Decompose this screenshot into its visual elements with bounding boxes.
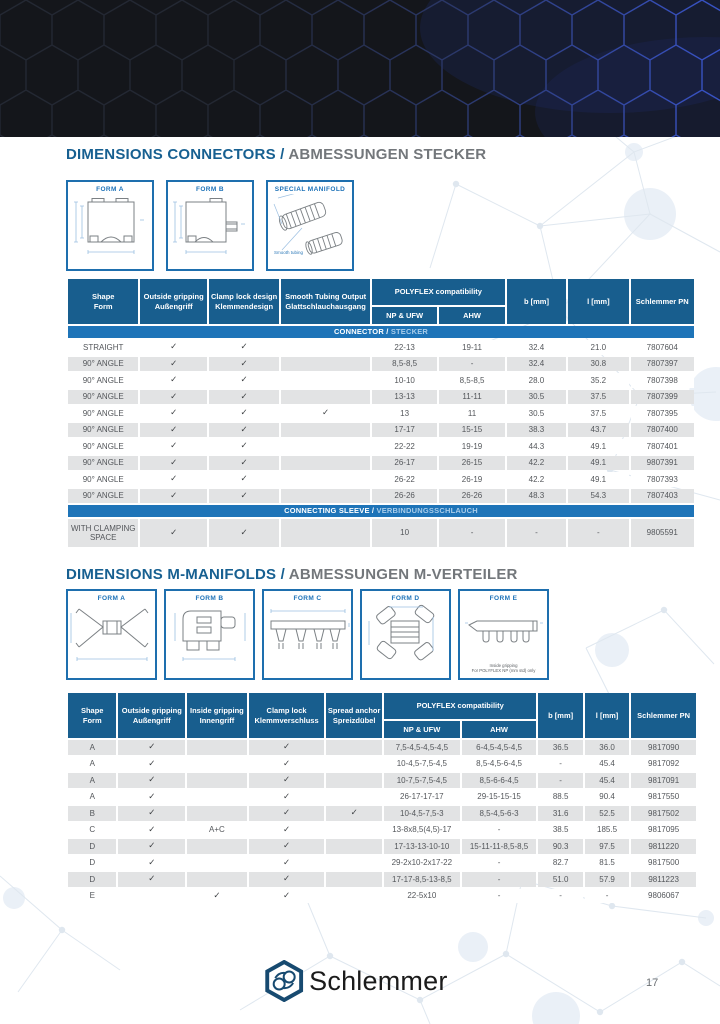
- b-cell: -: [538, 757, 582, 772]
- col-clamp-lock: Clamp lock design Klemmendesign: [209, 279, 279, 324]
- check-cell: ✓: [249, 740, 325, 755]
- page-number: 17: [646, 977, 659, 989]
- l-cell: 37.5: [568, 406, 628, 421]
- check-cell: [281, 357, 370, 372]
- ahw-cell: -: [462, 823, 537, 838]
- ahw-cell: 26-26: [439, 489, 504, 504]
- inside-cell: [187, 790, 247, 805]
- col-pn: Schlemmer PN: [631, 693, 696, 738]
- pn-cell: 9806067: [631, 889, 696, 904]
- shape-cell: B: [68, 806, 116, 821]
- check-cell: ✓: [209, 406, 279, 421]
- form-b-label: FORM B: [195, 186, 225, 193]
- connectors-table: [66, 277, 696, 549]
- col-b: b [mm]: [538, 693, 582, 738]
- np-cell: 13-13: [372, 390, 437, 405]
- connector-form-diagrams: [66, 180, 354, 271]
- table-row: [68, 373, 694, 388]
- col-smooth-output: Smooth Tubing Output Glattschlauchausgang: [281, 279, 370, 324]
- ahw-cell: 15-11-11-8,5-8,5: [462, 839, 537, 854]
- b-cell: 36.5: [538, 740, 582, 755]
- col-b: b [mm]: [507, 279, 566, 324]
- check-cell: ✓: [118, 740, 185, 755]
- check-cell: ✓: [118, 790, 185, 805]
- l-cell: 49.1: [568, 456, 628, 471]
- table-row: [68, 519, 694, 547]
- l-cell: 185.5: [585, 823, 629, 838]
- check-cell: ✓: [140, 423, 206, 438]
- np-cell: 22-13: [372, 340, 437, 355]
- check-cell: ✓: [249, 790, 325, 805]
- table-row: [68, 839, 696, 854]
- mform-e-box: [458, 589, 549, 680]
- ahw-cell: 8,5-6-6-4,5: [462, 773, 537, 788]
- mform-a-label: FORM A: [97, 595, 126, 602]
- inside-cell: [187, 773, 247, 788]
- np-cell: 22-5x10: [384, 889, 460, 904]
- mform-e-diagram: [461, 603, 547, 655]
- check-cell: [281, 373, 370, 388]
- b-cell: -: [538, 889, 582, 904]
- l-cell: 43.7: [568, 423, 628, 438]
- check-cell: [326, 757, 382, 772]
- check-cell: [281, 456, 370, 471]
- check-cell: [281, 390, 370, 405]
- mform-d-diagram: [363, 603, 449, 673]
- l-cell: 45.4: [585, 773, 629, 788]
- pn-cell: 9805591: [631, 519, 694, 547]
- b-cell: 88.5: [538, 790, 582, 805]
- shape-cell: A: [68, 773, 116, 788]
- shape-cell: 90° ANGLE: [68, 406, 138, 421]
- col-np-ufw: NP & UFW: [384, 721, 460, 738]
- l-cell: 30.8: [568, 357, 628, 372]
- pn-cell: 7807604: [631, 340, 694, 355]
- manifold-form-diagrams: [66, 589, 549, 680]
- b-cell: 44.3: [507, 439, 566, 454]
- mform-a-diagram: [69, 603, 155, 673]
- table-row: [68, 757, 696, 772]
- check-cell: ✓: [209, 439, 279, 454]
- table-row: [68, 889, 696, 904]
- check-cell: ✓: [140, 472, 206, 487]
- l-cell: 81.5: [585, 856, 629, 871]
- b-cell: 30.5: [507, 406, 566, 421]
- col-pn: Schlemmer PN: [631, 279, 694, 324]
- check-cell: ✓: [140, 390, 206, 405]
- check-cell: [326, 740, 382, 755]
- check-cell: ✓: [209, 423, 279, 438]
- check-cell: [326, 872, 382, 887]
- table-row: [68, 472, 694, 487]
- section2-title: [66, 566, 518, 583]
- ahw-cell: -: [439, 519, 504, 547]
- b-cell: 38.3: [507, 423, 566, 438]
- pn-cell: 9811223: [631, 872, 696, 887]
- check-cell: ✓: [209, 456, 279, 471]
- shape-cell: D: [68, 856, 116, 871]
- table-row: [68, 823, 696, 838]
- l-cell: -: [585, 889, 629, 904]
- check-cell: ✓: [326, 806, 382, 821]
- inside-cell: [187, 839, 247, 854]
- shape-cell: 90° ANGLE: [68, 439, 138, 454]
- check-cell: ✓: [140, 357, 206, 372]
- shape-cell: A: [68, 757, 116, 772]
- ahw-cell: 26-15: [439, 456, 504, 471]
- check-cell: ✓: [249, 856, 325, 871]
- check-cell: ✓: [118, 823, 185, 838]
- shape-cell: D: [68, 872, 116, 887]
- pn-cell: 7807403: [631, 489, 694, 504]
- ahw-cell: 19-19: [439, 439, 504, 454]
- ahw-cell: 11-11: [439, 390, 504, 405]
- pn-cell: 9807391: [631, 456, 694, 471]
- table-row: [68, 406, 694, 421]
- shape-cell: E: [68, 889, 116, 904]
- check-cell: ✓: [140, 439, 206, 454]
- l-cell: 97.5: [585, 839, 629, 854]
- connector-section-title: CONNECTOR / STECKER: [68, 326, 694, 338]
- check-cell: ✓: [187, 889, 247, 904]
- col-np-ufw: NP & UFW: [372, 307, 437, 324]
- schlemmer-hexagon-icon: [265, 960, 303, 1002]
- form-b-diagram: [168, 194, 252, 264]
- col-ahw: AHW: [462, 721, 537, 738]
- check-cell: [326, 889, 382, 904]
- ahw-cell: -: [462, 856, 537, 871]
- col-shape: Shape Form: [68, 693, 116, 738]
- inside-cell: [187, 856, 247, 871]
- check-cell: ✓: [140, 519, 206, 547]
- check-cell: [326, 773, 382, 788]
- shape-cell: STRAIGHT: [68, 340, 138, 355]
- check-cell: [326, 790, 382, 805]
- special-manifold-box: [266, 180, 354, 271]
- sleeve-section-title: CONNECTING SLEEVE / VERBINDUNGSSCHLAUCH: [68, 505, 694, 517]
- check-cell: ✓: [118, 773, 185, 788]
- pn-cell: 9817090: [631, 740, 696, 755]
- check-cell: ✓: [209, 489, 279, 504]
- l-cell: -: [568, 519, 628, 547]
- col-outside-gripping: Outside gripping Außengriff: [140, 279, 206, 324]
- b-cell: 82.7: [538, 856, 582, 871]
- sleeve-section-bar: [68, 505, 694, 517]
- form-a-label: FORM A: [96, 186, 124, 193]
- table-row: [68, 872, 696, 887]
- b-cell: -: [507, 519, 566, 547]
- pn-cell: 7807395: [631, 406, 694, 421]
- l-cell: 54.3: [568, 489, 628, 504]
- manifolds-table: [66, 691, 698, 905]
- check-cell: ✓: [118, 806, 185, 821]
- section1-title-de: ABMESSUNGEN STECKER: [288, 146, 487, 163]
- table-row: [68, 357, 694, 372]
- np-cell: 10-4,5-7,5-4,5: [384, 757, 460, 772]
- check-cell: ✓: [209, 390, 279, 405]
- np-cell: 26-17: [372, 456, 437, 471]
- mform-c-box: [262, 589, 353, 680]
- table-row: [68, 456, 694, 471]
- np-cell: 17-17-8,5-13-8,5: [384, 872, 460, 887]
- b-cell: 38.5: [538, 823, 582, 838]
- pn-cell: 7807397: [631, 357, 694, 372]
- l-cell: 37.5: [568, 390, 628, 405]
- mform-c-label: FORM C: [293, 595, 322, 602]
- mform-d-label: FORM D: [391, 595, 420, 602]
- l-cell: 52.5: [585, 806, 629, 821]
- ahw-cell: -: [462, 872, 537, 887]
- ahw-cell: -: [462, 889, 537, 904]
- table-row: [68, 423, 694, 438]
- np-cell: 13-8x8,5(4,5)-17: [384, 823, 460, 838]
- check-cell: ✓: [249, 823, 325, 838]
- b-cell: 42.2: [507, 472, 566, 487]
- check-cell: ✓: [209, 340, 279, 355]
- pn-cell: 9817500: [631, 856, 696, 871]
- check-cell: ✓: [118, 839, 185, 854]
- shape-cell: 90° ANGLE: [68, 373, 138, 388]
- check-cell: ✓: [118, 872, 185, 887]
- connector-rows: [68, 340, 694, 503]
- shape-cell: 90° ANGLE: [68, 472, 138, 487]
- table-row: [68, 806, 696, 821]
- table-row: [68, 439, 694, 454]
- check-cell: ✓: [118, 757, 185, 772]
- pn-cell: 7807393: [631, 472, 694, 487]
- shape-cell: A: [68, 740, 116, 755]
- np-cell: 22-22: [372, 439, 437, 454]
- np-cell: 13: [372, 406, 437, 421]
- shape-cell: A: [68, 790, 116, 805]
- table-row: [68, 340, 694, 355]
- np-cell: 10-10: [372, 373, 437, 388]
- mform-e-label: FORM E: [489, 595, 518, 602]
- mform-a-box: [66, 589, 157, 680]
- col-l: l [mm]: [585, 693, 629, 738]
- b-cell: 28.0: [507, 373, 566, 388]
- shape-cell: WITH CLAMPING SPACE: [68, 519, 138, 547]
- l-cell: 45.4: [585, 757, 629, 772]
- b-cell: 31.6: [538, 806, 582, 821]
- check-cell: [326, 823, 382, 838]
- forme-footnote: Inside gripping For POLYFLEX NP (mm std) only: [471, 662, 536, 674]
- shape-cell: 90° ANGLE: [68, 423, 138, 438]
- l-cell: 57.9: [585, 872, 629, 887]
- np-cell: 10-7,5-7,5-4,5: [384, 773, 460, 788]
- b-cell: 90.3: [538, 839, 582, 854]
- pn-cell: 9817092: [631, 757, 696, 772]
- l-cell: 35.2: [568, 373, 628, 388]
- check-cell: ✓: [140, 456, 206, 471]
- np-cell: 17-17: [372, 423, 437, 438]
- pn-cell: 9811220: [631, 839, 696, 854]
- brand-name: Schlemmer: [309, 965, 448, 996]
- ahw-cell: 6-4,5-4,5-4,5: [462, 740, 537, 755]
- mform-b-diagram: [167, 603, 253, 673]
- table-row: [68, 773, 696, 788]
- np-cell: 7,5-4,5-4,5-4,5: [384, 740, 460, 755]
- np-cell: 17-13-13-10-10: [384, 839, 460, 854]
- shape-cell: C: [68, 823, 116, 838]
- l-cell: 49.1: [568, 439, 628, 454]
- col-shape: Shape Form: [68, 279, 138, 324]
- b-cell: -: [538, 773, 582, 788]
- mform-b-label: FORM B: [195, 595, 224, 602]
- check-cell: ✓: [140, 340, 206, 355]
- check-cell: ✓: [209, 357, 279, 372]
- table-row: [68, 489, 694, 504]
- pn-cell: 9817502: [631, 806, 696, 821]
- check-cell: [281, 489, 370, 504]
- inside-cell: [187, 740, 247, 755]
- ahw-cell: 8,5-4,5-6-3: [462, 806, 537, 821]
- b-cell: 51.0: [538, 872, 582, 887]
- b-cell: 32.4: [507, 357, 566, 372]
- check-cell: ✓: [281, 406, 370, 421]
- check-cell: [118, 889, 185, 904]
- check-cell: ✓: [249, 757, 325, 772]
- schlemmer-logo: [265, 960, 447, 1002]
- form-a-diagram: [68, 194, 152, 264]
- b-cell: 32.4: [507, 340, 566, 355]
- check-cell: [281, 340, 370, 355]
- ahw-cell: 26-19: [439, 472, 504, 487]
- form-b-box: [166, 180, 254, 271]
- shape-cell: D: [68, 839, 116, 854]
- b-cell: 30.5: [507, 390, 566, 405]
- check-cell: ✓: [209, 519, 279, 547]
- ahw-cell: 15-15: [439, 423, 504, 438]
- sleeve-rows: [68, 519, 694, 547]
- ahw-cell: -: [439, 357, 504, 372]
- col-spread-anchor: Spread anchor Spreizdübel: [326, 693, 382, 738]
- shape-cell: 90° ANGLE: [68, 390, 138, 405]
- check-cell: ✓: [249, 806, 325, 821]
- mform-c-diagram: [265, 603, 351, 673]
- np-cell: 10-4,5-7,5-3: [384, 806, 460, 821]
- pn-cell: 7807401: [631, 439, 694, 454]
- check-cell: ✓: [118, 856, 185, 871]
- shape-cell: 90° ANGLE: [68, 489, 138, 504]
- pn-cell: 9817095: [631, 823, 696, 838]
- ahw-cell: 8,5-8,5: [439, 373, 504, 388]
- pn-cell: 7807400: [631, 423, 694, 438]
- b-cell: 42.2: [507, 456, 566, 471]
- pn-cell: 9817091: [631, 773, 696, 788]
- table-row: [68, 790, 696, 805]
- check-cell: ✓: [249, 872, 325, 887]
- l-cell: 21.0: [568, 340, 628, 355]
- col-outside-gripping: Outside gripping Außengriff: [118, 693, 185, 738]
- check-cell: [281, 472, 370, 487]
- l-cell: 36.0: [585, 740, 629, 755]
- col-polyflex: POLYFLEX compatibility: [372, 279, 505, 305]
- pn-cell: 7807399: [631, 390, 694, 405]
- check-cell: ✓: [140, 406, 206, 421]
- inside-cell: [187, 757, 247, 772]
- np-cell: 26-26: [372, 489, 437, 504]
- section2-title-en: DIMENSIONS M-MANIFOLDS /: [66, 566, 285, 583]
- connectors-table-header: [68, 279, 694, 324]
- col-polyflex: POLYFLEX compatibility: [384, 693, 536, 719]
- inside-cell: A+C: [187, 823, 247, 838]
- connector-section-bar: [68, 326, 694, 338]
- inside-cell: [187, 806, 247, 821]
- section2-title-de: ABMESSUNGEN M-VERTEILER: [288, 566, 518, 583]
- inside-cell: [187, 872, 247, 887]
- np-cell: 26-17-17-17: [384, 790, 460, 805]
- table-row: [68, 390, 694, 405]
- manifold-rows: [68, 740, 696, 903]
- check-cell: ✓: [249, 773, 325, 788]
- form-a-box: [66, 180, 154, 271]
- check-cell: ✓: [249, 839, 325, 854]
- table-row: [68, 740, 696, 755]
- section1-title: [66, 146, 486, 163]
- np-cell: 8,5-8,5: [372, 357, 437, 372]
- mform-d-box: [360, 589, 451, 680]
- check-cell: [326, 839, 382, 854]
- shape-cell: 90° ANGLE: [68, 456, 138, 471]
- check-cell: [281, 519, 370, 547]
- pn-cell: 7807398: [631, 373, 694, 388]
- mform-b-box: [164, 589, 255, 680]
- check-cell: ✓: [249, 889, 325, 904]
- check-cell: ✓: [209, 373, 279, 388]
- check-cell: [281, 423, 370, 438]
- special-manifold-label: SPECIAL MANIFOLD: [274, 186, 346, 193]
- check-cell: [281, 439, 370, 454]
- section1-title-en: DIMENSIONS CONNECTORS /: [66, 146, 285, 163]
- shape-cell: 90° ANGLE: [68, 357, 138, 372]
- check-cell: ✓: [140, 489, 206, 504]
- col-ahw: AHW: [439, 307, 504, 324]
- np-cell: 10: [372, 519, 437, 547]
- ahw-cell: 8,5-4,5-6-4,5: [462, 757, 537, 772]
- smooth-tubing-note: Smooth tubing: [274, 249, 304, 255]
- col-l: l [mm]: [568, 279, 628, 324]
- np-cell: 29-2x10-2x17-22: [384, 856, 460, 871]
- ahw-cell: 11: [439, 406, 504, 421]
- check-cell: ✓: [140, 373, 206, 388]
- ahw-cell: 19-11: [439, 340, 504, 355]
- np-cell: 26-22: [372, 472, 437, 487]
- header-banner: [0, 0, 720, 137]
- manifolds-table-header: [68, 693, 696, 738]
- table-row: [68, 856, 696, 871]
- pn-cell: 9817550: [631, 790, 696, 805]
- ahw-cell: 29-15-15-15: [462, 790, 537, 805]
- col-clamp-lock: Clamp lock Klemmverschluss: [249, 693, 325, 738]
- b-cell: 48.3: [507, 489, 566, 504]
- l-cell: 49.1: [568, 472, 628, 487]
- check-cell: ✓: [209, 472, 279, 487]
- check-cell: [326, 856, 382, 871]
- col-inside-gripping: Inside gripping Innengriff: [187, 693, 247, 738]
- l-cell: 90.4: [585, 790, 629, 805]
